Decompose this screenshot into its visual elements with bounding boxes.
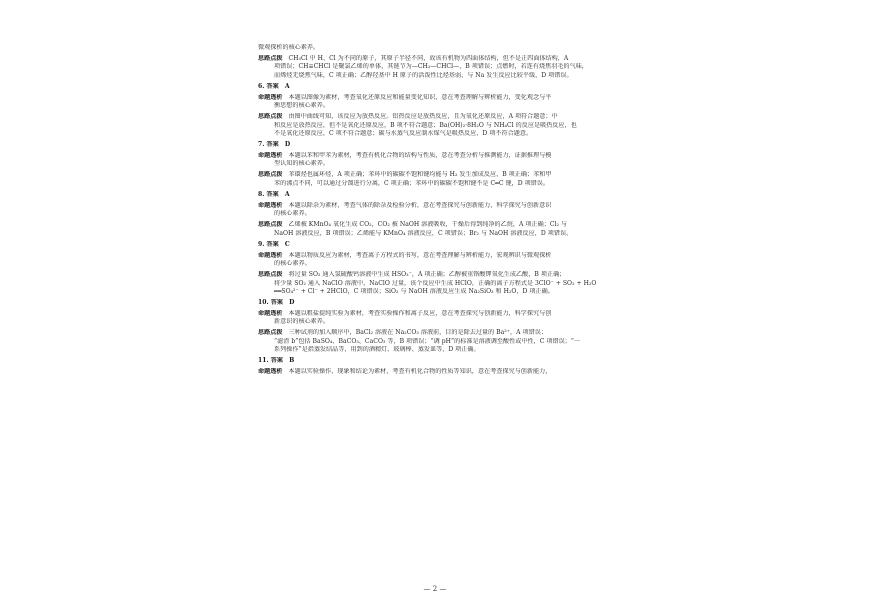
explanation-text: CH₃Cl 中 H、Cl 为不同的原子，其原子半径不同，故该有机物为四面体结构，但不是正四面体结构，A bbox=[288, 55, 569, 63]
answer-heading: 6. 答案 A bbox=[258, 82, 290, 90]
explanation-text: 的核心素养。 bbox=[274, 210, 311, 218]
explanation-line bbox=[258, 210, 598, 218]
explanation-line bbox=[258, 271, 598, 279]
explanation-text: 衡思想的核心素养。 bbox=[274, 102, 330, 110]
explanation-block bbox=[258, 171, 598, 187]
explanation-block bbox=[258, 252, 598, 268]
explanation-line bbox=[258, 63, 598, 71]
explanation-line bbox=[258, 202, 598, 210]
section-label: 命题透析 bbox=[258, 152, 283, 160]
explanation-text: 本题以物质反应为素材，考查离子方程式的书写，意在考查理解与辨析能力，宏观辨识与微观探析 bbox=[288, 251, 552, 259]
explanation-line bbox=[258, 221, 598, 229]
explanation-text: ══SO₄²⁻ + Cl⁻ + 2HClO，C 项错误；SiO₂ 与 NaOH 溶液反应生成 Na₂SiO₃ 和 H₂O，D 项正确。 bbox=[274, 287, 554, 295]
explanation-line bbox=[258, 280, 598, 288]
explanation-text: 的核心素养。 bbox=[274, 260, 311, 268]
section-label: 思路点拨 bbox=[258, 329, 283, 337]
answer-heading: 7. 答案 D bbox=[258, 140, 291, 148]
section-label: 思路点拨 bbox=[258, 55, 283, 63]
explanation-text: 将过量 SO₂ 通入氢硫酸钙溶液中生成 HSO₃⁻，A 项正确；乙醇被重铬酸钾氧化生成乙酸，B 项正确； bbox=[288, 271, 566, 279]
explanation-text: 本题以实验操作、现象和结论为素材，考查有机化合物的性质等知识，意在考查探究与创新能力， bbox=[288, 368, 552, 376]
explanation-text: 项错误；CH≡CHCl 是聚氯乙烯的单体，其链节为—CH₂—CHCl—，B 项错误；点燃时，若连有烧焦羽毛的气味， bbox=[274, 63, 588, 71]
answer-heading: 11. 答案 B bbox=[258, 357, 295, 364]
explanation-block bbox=[258, 310, 598, 326]
explanation-text: 和反应是放热反应，但不是氧化还原反应，B 项不符合题意；Ba(OH)₂·8H₂O 与 NH₄Cl 的反应是吸热反应，也 bbox=[274, 121, 577, 129]
section-label: 命题透析 bbox=[258, 368, 283, 376]
answer-heading: 9. 答案 C bbox=[258, 240, 290, 248]
section-label: 命题透析 bbox=[258, 202, 283, 209]
answer-heading: 10. 答案 D bbox=[258, 298, 295, 306]
explanation-text: 将少量 SO₂ 通入 NaClO 溶液中，NaClO 过量，该个反应中生成 HClO，正确的离子方程式是 3ClO⁻ + SO₂ + H₂O bbox=[274, 279, 597, 287]
explanation-text: 本题以图像为素材，考查氧化还原反应和能量变化知识，意在考查理解与辨析能力，变化观念与平 bbox=[288, 93, 552, 101]
answer-heading: 8. 答案 A bbox=[258, 190, 290, 198]
explanation-text: NaOH 溶液反应，B 项错误；乙烯能与 KMnO₄ 溶液反应，C 项错误；Br₂ 与 NaOH 溶液反应，D 项错误。 bbox=[274, 229, 573, 237]
explanation-line bbox=[258, 329, 598, 337]
explanation-line bbox=[258, 94, 598, 102]
section-label: 命题透析 bbox=[258, 251, 283, 259]
explanation-text: 乙烯被 KMnO₄ 氧化生成 CO₂，CO₂ 被 NaOH 溶液吸收，干燥后得到纯净的乙烷，A 项正确；Cl₂ 与 bbox=[288, 221, 568, 229]
explanation-line bbox=[258, 318, 598, 326]
explanation-text: 新意识的核心素养。 bbox=[274, 318, 330, 326]
section-label: 思路点拨 bbox=[258, 171, 283, 179]
explanation-line bbox=[258, 171, 598, 179]
explanation-block bbox=[258, 113, 598, 138]
page-number: — 2 — bbox=[423, 585, 447, 593]
explanation-line bbox=[258, 180, 598, 188]
explanation-line bbox=[258, 252, 598, 260]
explanation-line bbox=[258, 288, 598, 296]
explanation-text: 系列操作”是指蒸发结晶等，用到的酒精灯、玻璃棒、蒸发皿等，D 项正确。 bbox=[274, 345, 480, 353]
explanation-text: 型认知的核心素养。 bbox=[274, 160, 330, 168]
explanation-block bbox=[258, 152, 598, 168]
explanation-line bbox=[258, 368, 598, 376]
explanation-text: 苯的沸点不同，可以通过分馏进行分离，C 项正确；苯环中的碳碳不饱和键不是 C═C 键，D 项错误。 bbox=[274, 179, 550, 187]
explanation-block bbox=[258, 94, 598, 110]
explanation-block bbox=[258, 55, 598, 80]
section-label: 思路点拨 bbox=[258, 271, 283, 279]
explanation-line bbox=[258, 130, 598, 138]
section-label: 思路点拨 bbox=[258, 221, 283, 229]
explanation-line bbox=[258, 338, 598, 346]
explanation-line bbox=[258, 152, 598, 160]
section-label: 命题透析 bbox=[258, 310, 283, 318]
explanation-line bbox=[258, 122, 598, 130]
explanation-line bbox=[258, 230, 598, 238]
explanation-text: “滤渣 b”包括 BaSO₄、BaCO₃、CaCO₃ 等，B 项错误；“调 pH”的标准是溶液调至酸性或中性，C 项错误；“一 bbox=[274, 337, 581, 345]
explanation-line bbox=[258, 113, 598, 121]
explanation-text: 本题以苯和甲苯为素材，考查有机化合物的结构与性质，意在考查分析与推测能力，证据推理与模 bbox=[288, 152, 552, 160]
text-line: 微观探析的核心素养。 bbox=[258, 44, 320, 51]
explanation-block bbox=[258, 329, 598, 354]
explanation-text: 不是氧化还原反应，C 项不符合题意；碳与水蒸气反应制水煤气是吸热反应，D 项不符合题意。 bbox=[274, 129, 533, 137]
explanation-block bbox=[258, 271, 598, 296]
explanation-line bbox=[258, 260, 598, 268]
answer-explanation-body bbox=[258, 44, 598, 379]
explanation-text: 苯環烃也属环烃，A 项正确；苯环中的碳碳不饱和键均能与 H₂ 发生加成反应，B 项正确；苯和甲 bbox=[288, 171, 552, 179]
explanation-block bbox=[258, 221, 598, 237]
explanation-text: 本题以粗盐提纯实验为素材，考查实验操作和离子反应，意在考查探究与创新能力，科学探究与创 bbox=[288, 310, 552, 318]
explanation-text: 由图中曲线可知，该反应为放热反应。铝热反应是放热反应，且为氧化还原反应，A 项符合题意；中 bbox=[288, 113, 558, 121]
explanation-line bbox=[258, 55, 598, 63]
explanation-line bbox=[258, 346, 598, 354]
explanation-text: 而烯烃无烧焦气味，C 项正确；乙醇羟基中 H 原子的活泼性比烃基弱，与 Na 发生反应比较平缓，D 项错误。 bbox=[274, 71, 573, 79]
explanation-block bbox=[258, 368, 598, 376]
explanation-text: 三种试剂的加入顺序中，BaCl₂ 溶液在 Na₂CO₃ 溶液前，目的是除去过量的 Ba²⁺，A 项错误； bbox=[288, 329, 547, 337]
explanation-block bbox=[258, 202, 598, 218]
section-label: 思路点拨 bbox=[258, 113, 283, 121]
explanation-line bbox=[258, 310, 598, 318]
explanation-line bbox=[258, 72, 598, 80]
explanation-line bbox=[258, 160, 598, 168]
explanation-text: 本题以除杂为素材，考查气体的除杂及检验分析，意在考查探究与创新能力，科学探究与创新意识 bbox=[288, 202, 552, 209]
section-label: 命题透析 bbox=[258, 93, 283, 101]
explanation-line bbox=[258, 102, 598, 110]
